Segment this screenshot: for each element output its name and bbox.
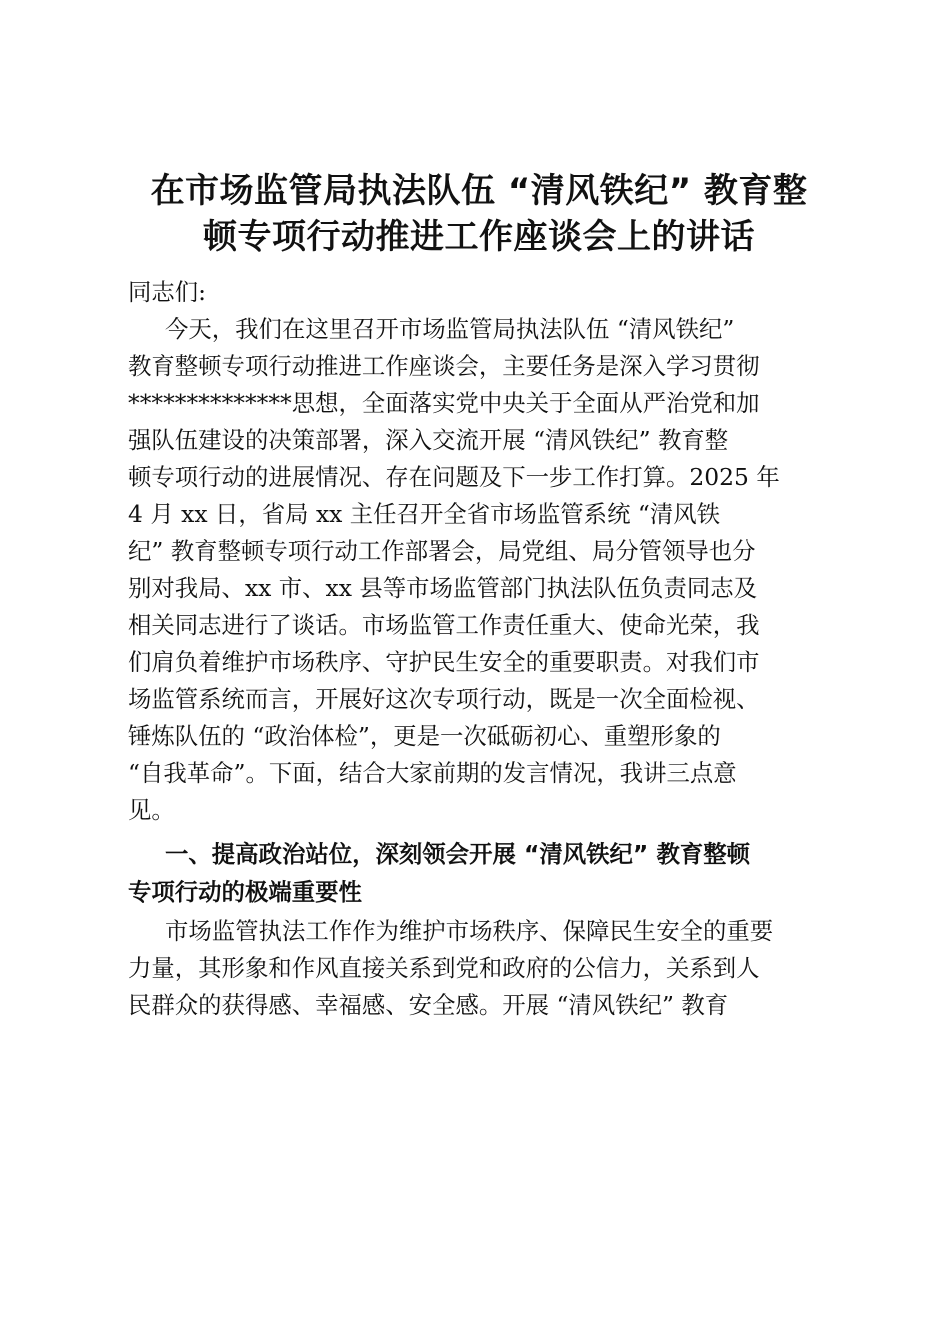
heading-line: 一、提高政治站位，深刻领会开展 “清风铁纪” 教育整顿: [165, 840, 751, 868]
heading-line: 专项行动的极端重要性: [128, 878, 362, 906]
text-line: 们肩负着维护市场秩序、守护民生安全的重要职责。对我们市: [128, 648, 760, 676]
text-line: 见。: [128, 796, 175, 824]
text-line: 顿专项行动的进展情况、存在问题及下一步工作打算。2025 年: [128, 463, 780, 491]
text-line: 力量，其形象和作风直接关系到党和政府的公信力，关系到人: [128, 954, 760, 982]
text-line: 民群众的获得感、幸福感、安全感。开展 “清风铁纪” 教育: [128, 991, 729, 1019]
salutation: 同志们:: [128, 278, 207, 306]
text-line: **************思想，全面落实党中央关于全面从严治党和加: [128, 389, 760, 417]
text-line: 别对我局、xx 市、xx 县等市场监管部门执法队伍负责同志及: [128, 574, 758, 602]
text-line: 场监管系统而言，开展好这次专项行动，既是一次全面检视、: [128, 685, 760, 713]
paragraph-section-1: [128, 913, 830, 1024]
text-line: 今天，我们在这里召开市场监管局执法队伍 “清风铁纪”: [165, 315, 735, 343]
text-line: 教育整顿专项行动推进工作座谈会，主要任务是深入学习贯彻: [128, 352, 760, 380]
text-line: 相关同志进行了谈话。市场监管工作责任重大、使命光荣，我: [128, 611, 760, 639]
text-line: 市场监管执法工作作为维护市场秩序、保障民生安全的重要: [165, 917, 774, 945]
text-line: 4 月 xx 日，省局 xx 主任召开全省市场监管系统 “清风铁: [128, 500, 721, 528]
section-heading-1: [128, 835, 830, 911]
text-line: “自我革命”。下面，结合大家前期的发言情况，我讲三点意: [128, 759, 737, 787]
text-line: 锤炼队伍的 “政治体检”，更是一次砥砺初心、重塑形象的: [128, 722, 721, 750]
text-line: 强队伍建设的决策部署，深入交流开展 “清风铁纪” 教育整: [128, 426, 729, 454]
document-title: [128, 168, 830, 260]
paragraph-intro: [128, 311, 830, 829]
title-line: 在市场监管局执法队伍 “清风铁纪” 教育整: [150, 171, 808, 211]
title-line: 顿专项行动推进工作座谈会上的讲话: [203, 217, 755, 257]
document-page: [128, 168, 830, 1024]
text-line: 纪” 教育整顿专项行动工作部署会，局党组、局分管领导也分: [128, 537, 756, 565]
